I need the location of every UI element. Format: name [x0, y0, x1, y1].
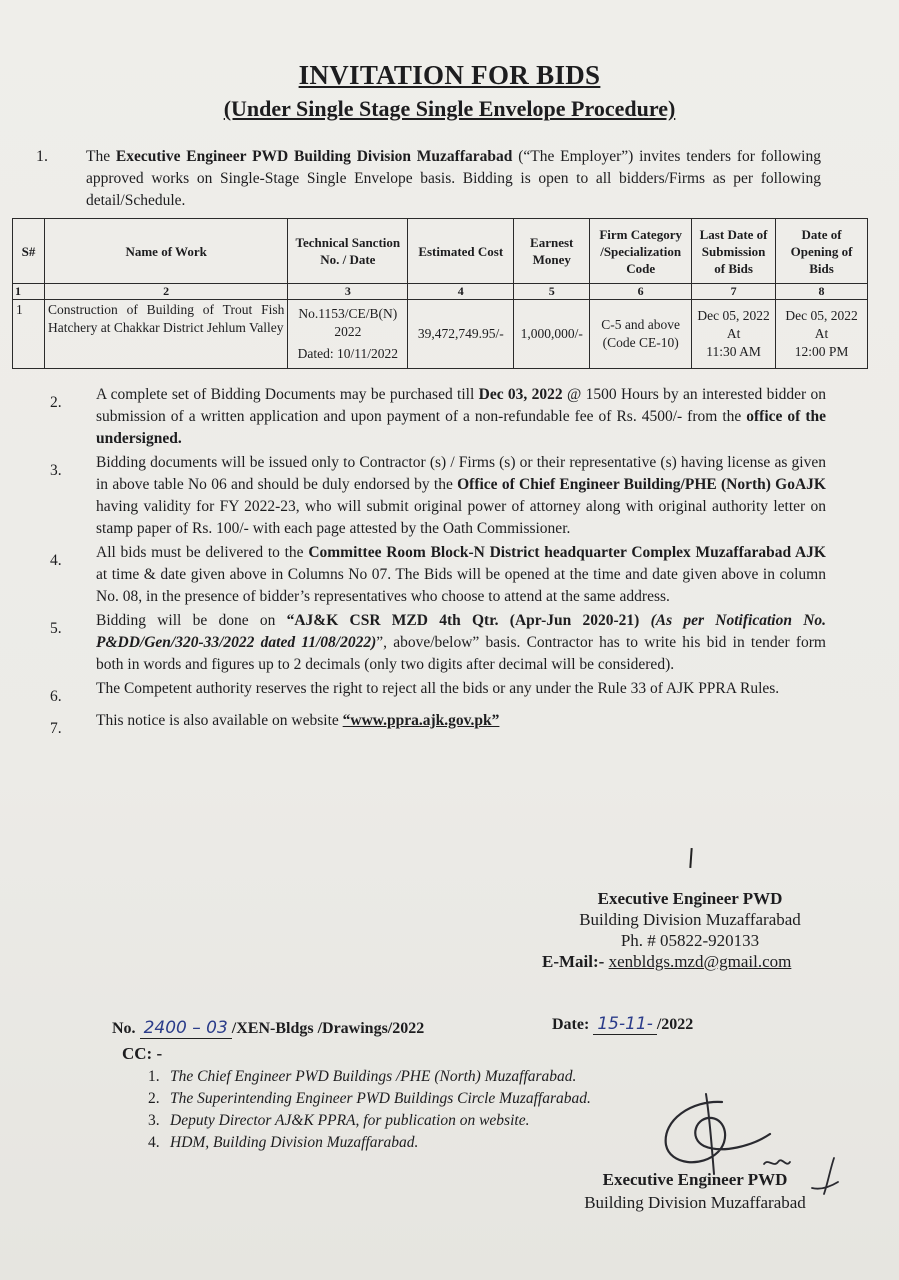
reference-number: [112, 1018, 424, 1038]
column-number: 5: [514, 284, 590, 300]
email-label: E-Mail:-: [542, 952, 605, 971]
cc-text: The Chief Engineer PWD Buildings /PHE (North) Muzaffarabad.: [170, 1068, 577, 1085]
item-text-part: @ 1500 Hours by an interested bidder on submission of a written application and upon payment of a non-refundable fee of Rs. 4500/- from the: [96, 386, 827, 425]
submission-at: At: [726, 326, 741, 341]
item-text-part: ”, above/below” basis. Contractor has to write his bid in tender form both in words and figures up to 2 decimals (only two digits after decimal will be considered).: [96, 634, 826, 673]
submission-time: 11:30 AM: [706, 344, 761, 359]
item-text: [96, 710, 826, 740]
footer-division: Building Division Muzaffarabad: [584, 1193, 806, 1212]
list-item: [50, 678, 826, 708]
ref-suffix: /XEN-Bldgs /Drawings/2022: [231, 1020, 425, 1037]
header-name-of-work: Name of Work: [44, 219, 287, 284]
cell-earnest-money: 1,000,000/-: [514, 300, 590, 369]
employer-name: Executive Engineer PWD Building Division Muzaffarabad: [115, 148, 513, 165]
signatory-designation: Executive Engineer PWD: [597, 889, 783, 908]
footer-designation: Executive Engineer PWD: [602, 1170, 788, 1189]
list-item: [50, 452, 826, 540]
list-item: [148, 1066, 591, 1088]
item-text: [96, 542, 826, 608]
item-text-bold-italic: (As per Notification No. P&DD/Gen/320-33/2022 dated 11/08/2022): [96, 612, 827, 651]
date-suffix: /2022: [656, 1016, 694, 1033]
cell-firm-category: C-5 and above (Code CE-10): [590, 300, 692, 369]
cc-text: The Superintending Engineer PWD Buildings Circle Muzaffarabad.: [170, 1090, 591, 1107]
intro-number: 1.: [36, 148, 48, 165]
conditions-list: [50, 384, 826, 740]
cc-label: CC: -: [122, 1044, 163, 1063]
column-number: 2: [44, 284, 287, 300]
reference-date: [552, 1014, 693, 1034]
date-label: Date:: [552, 1016, 590, 1033]
page-subtitle: (Under Single Stage Single Envelope Procedure): [223, 96, 676, 121]
item-text: [96, 384, 826, 450]
list-item: [148, 1088, 591, 1110]
opening-at: At: [814, 326, 829, 341]
header-last-date-submission: Last Date of Submission of Bids: [692, 219, 776, 284]
column-number: 6: [590, 284, 692, 300]
footer-signature-block: [560, 1168, 830, 1214]
column-number: 3: [288, 284, 408, 300]
item-text: [96, 610, 826, 676]
opening-time: 12:00 PM: [794, 344, 849, 359]
signatory-division: Building Division Muzaffarabad: [579, 910, 801, 929]
website-link[interactable]: “www.ppra.ajk.gov.pk”: [342, 712, 500, 729]
header-date-opening: Date of Opening of Bids: [776, 219, 868, 284]
item-text-bold: Committee Room Block-N District headquarter Complex Muzaffarabad AJK: [308, 544, 826, 561]
item-text-part: [639, 612, 650, 629]
cell-technical-sanction: [288, 300, 408, 369]
item-number: 5.: [50, 620, 62, 637]
signature-block: [520, 888, 860, 972]
header-technical-sanction: Technical Sanction No. / Date: [288, 219, 408, 284]
cc-number: 2.: [148, 1090, 160, 1107]
page-title: INVITATION FOR BIDS: [298, 60, 601, 90]
cell-submission-date: [692, 300, 776, 369]
cell-sn: 1: [13, 300, 45, 369]
item-text-part: Bidding documents will be issued only to Contractor (s) / Firms (s) or their representative (s) having license as given in above table No 06 and should be duly endorsed by the: [96, 454, 826, 493]
cell-name-of-work: Construction of Building of Trout Fish Hatchery at Chakkar District Jehlum Valley: [44, 300, 287, 369]
item-text-part: This notice is also available on website: [96, 712, 343, 729]
item-text-bold: office of the undersigned.: [96, 408, 826, 447]
opening-date: Dec 05, 2022: [785, 308, 858, 323]
column-number: 8: [776, 284, 868, 300]
list-item: [50, 542, 826, 608]
list-item: [50, 710, 826, 740]
item-text-part: Bidding will be done on: [96, 612, 287, 629]
item-text: [96, 452, 826, 540]
submission-date: Dec 05, 2022: [697, 308, 770, 323]
header-earnest-money: Earnest Money: [514, 219, 590, 284]
item-text-part: having validity for FY 2022-23, who will submit original power of attorney along with original authority letter on stamp paper of Rs. 100/- with each page attested by the Oath Commissioner.: [96, 498, 826, 537]
cc-text: Deputy Director AJ&K PPRA, for publication on website.: [170, 1112, 530, 1129]
list-item: [50, 610, 826, 676]
column-number: 7: [692, 284, 776, 300]
item-text: The Competent authority reserves the right to reject all the bids or any under the Rule 33 of AJK PPRA Rules.: [96, 680, 780, 697]
cc-number: 1.: [148, 1068, 160, 1085]
signatory-phone: Ph. # 05822-920133: [620, 931, 760, 950]
column-number: 1: [13, 284, 45, 300]
sanction-number: No.1153/CE/B(N) 2022: [298, 306, 398, 339]
list-item: [148, 1132, 591, 1154]
item-number: 2.: [50, 394, 62, 411]
header-sn: S#: [13, 219, 45, 284]
item-number: 3.: [50, 462, 62, 479]
intro-paragraph: [86, 146, 821, 212]
email-link[interactable]: xenbldgs.mzd@gmail.com: [608, 952, 792, 971]
ref-handwritten-number: 2400 – 03: [140, 1018, 232, 1039]
cc-list: [148, 1066, 591, 1154]
sanction-date: Dated: 10/11/2022: [297, 346, 398, 361]
signatory-email-line: [520, 951, 860, 972]
intro-post: (“The Employer”) invites tenders for following approved works on Single-Stage Single Envelope basis. Bidding is open to all bidders/Firms as per following detail/Schedule.: [86, 148, 821, 209]
item-number: 6.: [50, 688, 62, 705]
header-estimated-cost: Estimated Cost: [408, 219, 514, 284]
list-item: [50, 384, 826, 450]
item-text-bold: Office of Chief Engineer Building/PHE (North) GoAJK: [457, 476, 826, 493]
item-text-part: A complete set of Bidding Documents may be purchased till: [96, 386, 479, 403]
item-text-bold: “AJ&K CSR MZD 4th Qtr. (Apr-Jun 2020-21): [286, 612, 640, 629]
cc-text: HDM, Building Division Muzaffarabad.: [170, 1134, 419, 1151]
table-header-row: [13, 219, 868, 284]
column-number: 4: [408, 284, 514, 300]
item-text-bold: Dec 03, 2022: [478, 386, 563, 403]
item-number: 7.: [50, 720, 62, 737]
date-handwritten: 15-11-: [593, 1014, 657, 1035]
column-number-row: [13, 284, 868, 300]
cc-number: 3.: [148, 1112, 160, 1129]
pen-mark: [689, 848, 692, 868]
bids-schedule-table: [12, 218, 868, 369]
table-row: [13, 300, 868, 369]
item-number: 4.: [50, 552, 62, 569]
ref-label: No.: [112, 1020, 136, 1037]
item-text-part: at time & date given above in Columns No 07. The Bids will be opened at the time and date given above in column No. 08, in the presence of bidder’s representatives who choose to attend at the same address.: [96, 566, 826, 605]
cell-estimated-cost: 39,472,749.95/-: [408, 300, 514, 369]
header-firm-category: Firm Category /Specialization Code: [590, 219, 692, 284]
cc-number: 4.: [148, 1134, 160, 1151]
intro-pre: The: [86, 148, 116, 165]
list-item: [148, 1110, 591, 1132]
cell-opening-date: [776, 300, 868, 369]
item-text-part: All bids must be delivered to the: [96, 544, 309, 561]
